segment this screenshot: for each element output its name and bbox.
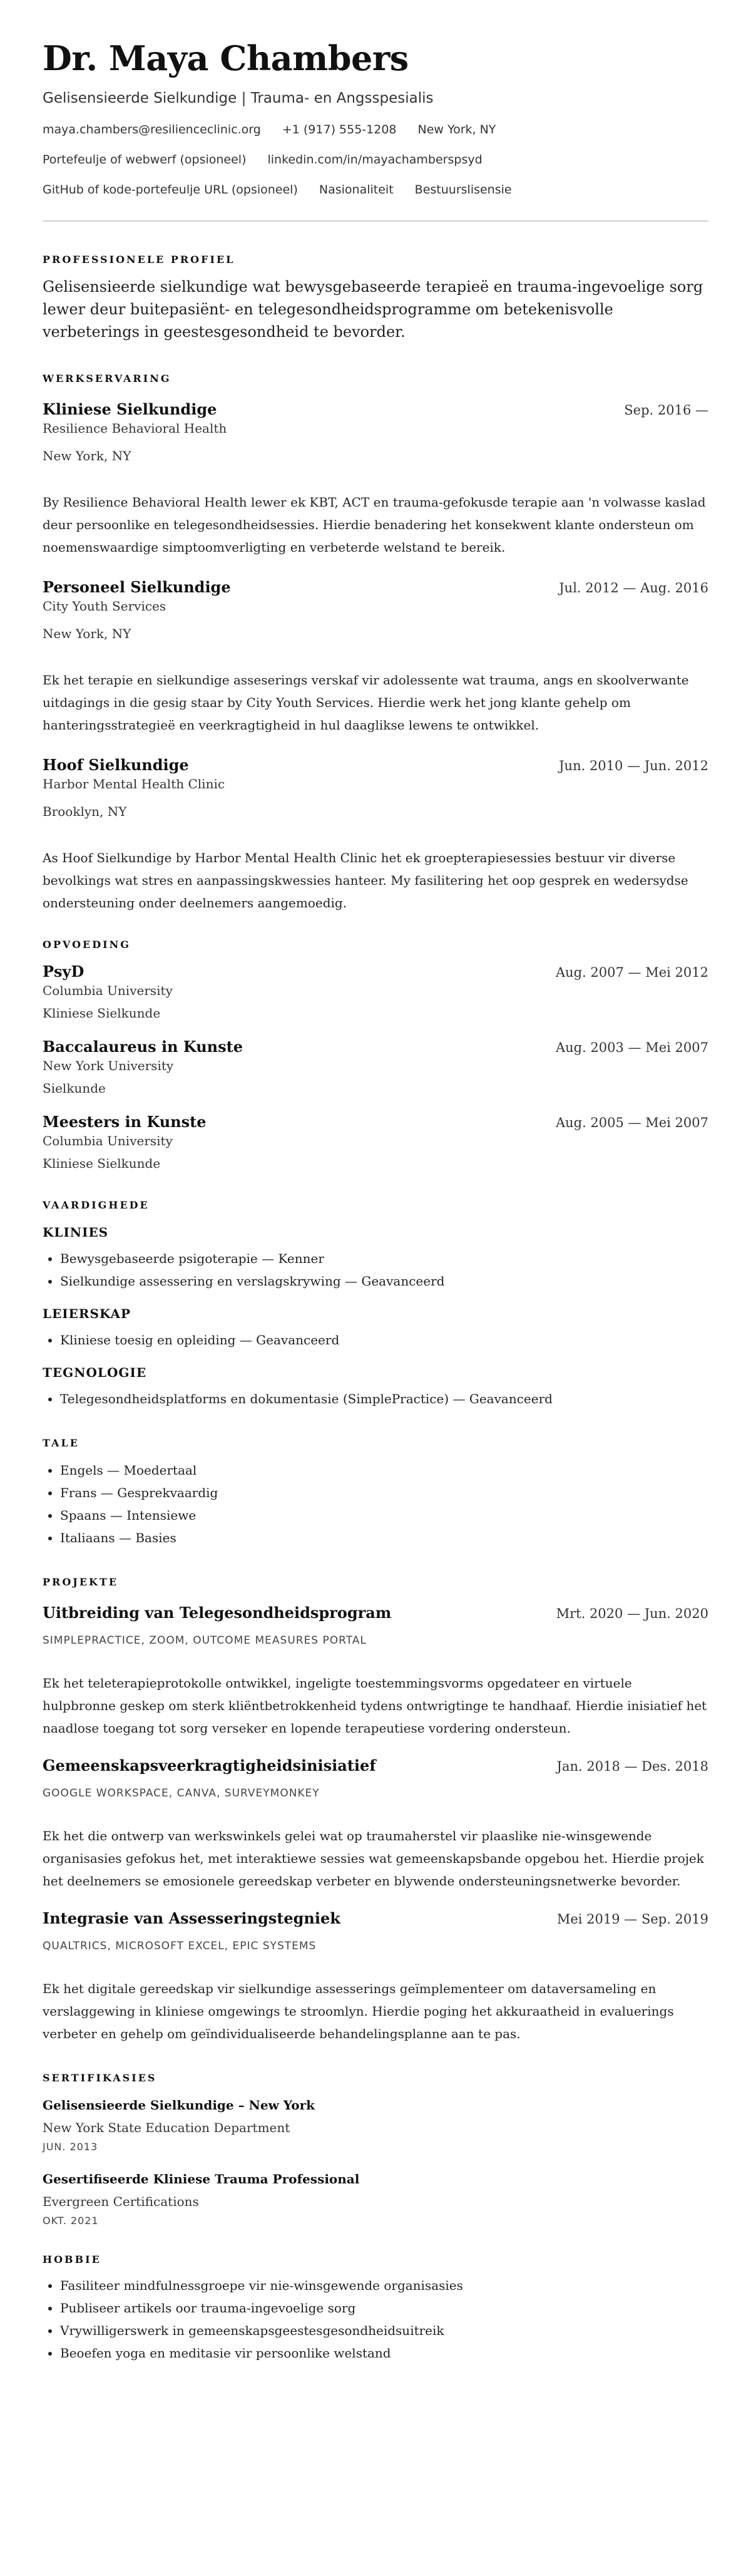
project-tech: GOOGLE WORKSPACE, CANVA, SURVEYMONKEY [43, 1787, 320, 1800]
experience-item-header [43, 755, 708, 775]
header-divider [43, 220, 708, 222]
job-location: New York, NY [43, 626, 131, 641]
section-heading-languages: TALE [43, 1437, 79, 1449]
project-title: Uitbreiding van Telegesondheidsprogram [43, 1604, 392, 1622]
language-item: • Italiaans — Basies [60, 1527, 708, 1549]
certification-date: JUN. 2013 [43, 2141, 98, 2153]
job-title: Kliniese Sielkundige [43, 400, 217, 418]
job-location: New York, NY [43, 448, 131, 463]
degree-field: Kliniese Sielkunde [43, 1006, 161, 1021]
project-item [43, 1603, 708, 1739]
degree-title: Baccalaureus in Kunste [43, 1038, 243, 1056]
project-description: Ek het die ontwerp van werkswinkels gelei wat op traumaherstel vir plaaslike nie-winsgewende organisasies gefokus het, met interaktiewe sessies wat gemeenskapsbande opgebou het. Hierdie projek het deelnemers se emosionele gereedskap verbeter en blywende ondersteuningsnetwerke bevorder. [43, 1828, 704, 1888]
contact-email[interactable]: maya.chambers@resilienceclinic.org [43, 123, 261, 137]
contact-location: New York, NY [417, 123, 496, 137]
contact-portfolio[interactable]: Portefeulje of webwerf (opsioneel) [43, 153, 247, 167]
certifications-section [43, 2071, 708, 2228]
school-name: New York University [43, 1058, 174, 1073]
project-description: Ek het digitale gereedskap vir sielkundige assesserings geïmplementeer om dataversameling en verslaggewing in kliniese omgewings te stroomlyn. Hierdie poging het akkuraatheid in evaluerings verbeter en gehelp om geïndividualiseerde behandelingsplanne aan te pas. [43, 1981, 674, 2041]
skill-category-name: LEIERSKAP [43, 1306, 131, 1321]
certification-name: Gesertifiseerde Kliniese Trauma Professional [43, 2172, 360, 2187]
project-item [43, 1756, 708, 1892]
experience-item-header [43, 577, 708, 597]
degree-field: Sielkunde [43, 1081, 106, 1096]
language-list [43, 1459, 708, 1549]
skill-item: • Sielkundige assessering en verslagskrywing — Geavanceerd [60, 1270, 708, 1292]
job-description: As Hoof Sielkundige by Harbor Mental Health Clinic het ek groepterapiesessies bestuur vir diverse bevolkings wat stres en aanpassingskwessies hanteer. My fasilitering het oop gesprek en wedersydse ondersteuning onder deelnemers aangemoedig. [43, 850, 688, 910]
language-item: • Engels — Moedertaal [60, 1459, 708, 1481]
job-date: Jun. 2010 — Jun. 2012 [559, 758, 708, 773]
project-tech: QUALTRICS, MICROSOFT EXCEL, EPIC SYSTEMS [43, 1940, 317, 1952]
education-item-header [43, 1037, 708, 1057]
degree-title: Meesters in Kunste [43, 1113, 207, 1131]
education-section [43, 938, 708, 1172]
language-item: • Spaans — Intensiewe [60, 1504, 708, 1527]
profile-text: Gelisensieerde sielkundige wat bewysgebaseerde terapieë en trauma-ingevoelige sorg lewer deur buitepasiënt- en telegesondheidsprogramme om betekenisvolle verbeterings in geestesgesondheid te bevorder. [43, 278, 703, 341]
section-heading-hobbies: HOBBIE [43, 2254, 101, 2265]
skill-category-name: KLINIES [43, 1225, 109, 1240]
degree-date: Aug. 2007 — Mei 2012 [555, 965, 708, 980]
degree-date: Aug. 2005 — Mei 2007 [555, 1115, 708, 1130]
certification-item [43, 2096, 708, 2154]
school-name: Columbia University [43, 1133, 173, 1148]
hobby-item: • Vrywilligerswerk in gemeenskapsgeestesgesondheidsuitreik [60, 2319, 708, 2342]
candidate-subtitle: Gelisensieerde Sielkundige | Trauma- en Angsspesialis [43, 90, 434, 106]
experience-item [43, 399, 708, 559]
hobbies-section [43, 2253, 708, 2364]
skill-list [43, 1329, 708, 1351]
section-heading-projects: PROJEKTE [43, 1576, 119, 1588]
resume-header [43, 39, 708, 198]
skill-category [43, 1305, 708, 1351]
education-item-header [43, 962, 708, 982]
hobby-item: • Publiseer artikels oor trauma-ingevoelige sorg [60, 2297, 708, 2319]
contact-linkedin[interactable]: linkedin.com/in/mayachamberspsyd [267, 153, 483, 167]
certification-date: OKT. 2021 [43, 2215, 99, 2227]
project-item-header [43, 1603, 708, 1623]
section-heading-skills: VAARDIGHEDE [43, 1199, 150, 1211]
certification-name: Gelisensieerde Sielkundige – New York [43, 2098, 315, 2113]
skill-item: • Kliniese toesig en opleiding — Geavanceerd [60, 1329, 708, 1351]
degree-date: Aug. 2003 — Mei 2007 [555, 1040, 708, 1055]
project-title: Gemeenskapsveerkragtigheidsinisiatief [43, 1756, 376, 1775]
education-item [43, 1112, 708, 1172]
degree-title: PsyD [43, 962, 84, 981]
job-org: Harbor Mental Health Clinic [43, 776, 225, 791]
skill-item: • Telegesondheidsplatforms en dokumentasie (SimplePractice) — Geavanceerd [60, 1388, 708, 1410]
education-item-header [43, 1112, 708, 1132]
project-date: Jan. 2018 — Des. 2018 [556, 1759, 708, 1774]
job-description: By Resilience Behavioral Health lewer ek KBT, ACT en trauma-gefokusde terapie aan 'n volwasse kaslad deur persoonlike en telegesondheidsessies. Hierdie benadering het konsekwent klante ondersteun om noemenswaardige simptoomverligting en verbeterde welstand te bereik. [43, 495, 706, 555]
experience-section [43, 372, 708, 914]
hobby-item: • Beoefen yoga en meditasie vir persoonlike welstand [60, 2342, 708, 2364]
project-date: Mrt. 2020 — Jun. 2020 [556, 1606, 708, 1621]
job-date: Jul. 2012 — Aug. 2016 [559, 580, 708, 595]
certification-issuer: Evergreen Certifications [43, 2194, 199, 2209]
skill-category [43, 1224, 708, 1292]
skill-category [43, 1364, 708, 1410]
job-date: Sep. 2016 — [624, 403, 708, 418]
experience-item [43, 755, 708, 914]
skills-section [43, 1198, 708, 1410]
section-heading-profile: PROFESSIONELE PROFIEL [43, 254, 235, 265]
contact-nationality: Nasionaliteit [319, 183, 394, 197]
skill-list [43, 1247, 708, 1292]
project-item-header [43, 1756, 708, 1776]
job-description: Ek het terapie en sielkundige asseserings verskaf vir adolessente wat trauma, angs en skoolverwante uitdagings in die gesig staar by City Youth Services. Hierdie werk het jong klante gehelp om hanteringsstrategieë en veerkragtigheid in hul daaglikse lewens te ontwikkel. [43, 672, 689, 733]
school-name: Columbia University [43, 983, 173, 998]
project-item [43, 1909, 708, 2045]
languages-section [43, 1436, 708, 1549]
project-tech: SIMPLEPRACTICE, ZOOM, OUTCOME MEASURES PORTAL [43, 1634, 367, 1647]
contact-row-links [43, 152, 708, 168]
section-heading-certifications: SERTIFIKASIES [43, 2072, 157, 2084]
job-org: Resilience Behavioral Health [43, 421, 227, 436]
education-item [43, 962, 708, 1022]
job-location: Brooklyn, NY [43, 804, 127, 819]
contact-license: Bestuurslisensie [414, 183, 512, 197]
certification-item [43, 2170, 708, 2228]
hobby-item: • Fasiliteer mindfulnessgroepe vir nie-winsgewende organisasies [60, 2274, 708, 2297]
skill-list [43, 1388, 708, 1410]
contact-phone[interactable]: +1 (917) 555-1208 [282, 123, 397, 137]
project-description: Ek het teleterapieprotokolle ontwikkel, ingeligte toestemmingsvorms opgedateer en virtuele hulpbronne geskep om sterk kliëntbetrokkenheid tydens ontwrigtinge te handhaaf. Hierdie inisiatief het naadlose toegang tot sorg verseker en lopende terapeutiese vordering ondersteun. [43, 1676, 707, 1736]
skill-category-name: TEGNOLOGIE [43, 1365, 147, 1380]
certification-issuer: New York State Education Department [43, 2120, 290, 2135]
degree-field: Kliniese Sielkunde [43, 1156, 161, 1171]
job-title: Personeel Sielkundige [43, 578, 231, 596]
projects-section [43, 1575, 708, 2045]
section-heading-education: OPVOEDING [43, 939, 131, 951]
profile-section [43, 253, 708, 343]
education-item [43, 1037, 708, 1097]
candidate-name: Dr. Maya Chambers [43, 38, 409, 78]
skill-item: • Bewysgebaseerde psigoterapie — Kenner [60, 1247, 708, 1270]
section-heading-experience: WERKSERVARING [43, 373, 171, 384]
contact-github[interactable]: GitHub of kode-portefeulje URL (opsioneel) [43, 183, 298, 197]
job-title: Hoof Sielkundige [43, 756, 189, 774]
hobby-list [43, 2274, 708, 2364]
project-item-header [43, 1909, 708, 1929]
contact-row-primary [43, 121, 708, 138]
project-title: Integrasie van Assesseringstegniek [43, 1909, 340, 1927]
job-org: City Youth Services [43, 599, 166, 614]
experience-item-header [43, 399, 708, 420]
contact-row-extra [43, 182, 708, 198]
project-date: Mei 2019 — Sep. 2019 [556, 1912, 708, 1927]
experience-item [43, 577, 708, 736]
language-item: • Frans — Gesprekvaardig [60, 1481, 708, 1504]
